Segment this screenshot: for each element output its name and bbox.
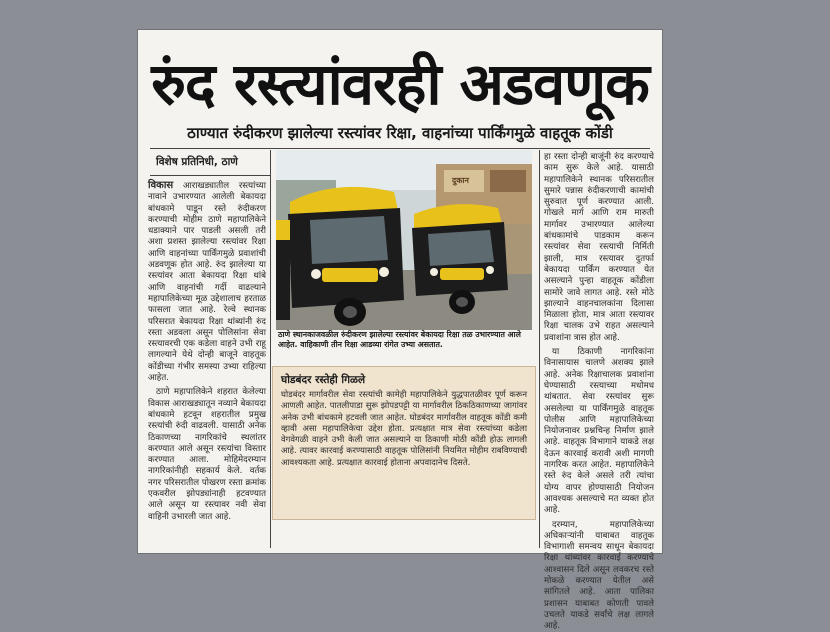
right-paragraph: दरम्यान, महापालिकेच्या अधिकाऱ्यांनी याबाबत वाहतूक विभागाशी समन्वय साधून बेकायदा रिक्षा थांब्यांवर कारवाई करण्याचे आश्वासन दिले असून लवकरच रस्ते मोकळे करण्यात येतील असे सांगितले आहे. आता पालिका प्रशासन याबाबत कोणती पावले उचलते याकडे सर्वांचे लक्ष लागले आहे. [544, 520, 654, 632]
left-column [148, 180, 266, 548]
lead-word: विकास [148, 180, 173, 191]
sidebar-box-body: घोडबंदर मार्गावरील सेवा रस्त्यांची कामेही महापालिकेने युद्धपातळीवर पूर्ण करून आणली आहेत. पातलीपाडा सुरू झोपडपट्टी या मार्गावरील ठिकठिकाणच्या जागांवर अनेक उभी बांधकामे हटवली जात आहेत. घोडबंदर मार्गावरील वाहतूक कोंडी कमी व्हावी असा महापालिकेचा उद्देश होता. प्रत्यक्षात मात्र सेवा रस्त्यांच्या कडेला वेगवेगळी वाहने उभी केली जात असल्याने या ठिकाणी मोठी कोंडी होऊ लागली आहे. त्यावर कारवाई करण्यासाठी वाहतूक पोलिसांनी नियमित मोहीम राबविण्याची आवश्यकता आहे. प्रत्यक्षात कारवाई होताना अपवादानेच दिसते. [281, 389, 527, 468]
byline: विशेष प्रतिनिधी, ठाणे [156, 155, 266, 169]
left-paragraph: आराखड्यातील रस्त्यांच्या नावाने उभारण्यात आलेली बेकायदा बांधकामे पाडून रस्ते रुंदीकरण करण्याची मोहीम ठाणे महापालिकेने धडाक्याने पार पाडली असली तरी अशा प्रशस्त झालेल्या रस्त्यांवर रिक्षा आणि वाहनांच्या पार्किंगमुळे प्रवाशांची अडवणूक होत आहे. रुंद झालेल्या या रस्त्यांवर आता बेकायदा रिक्षा थांबे आणि वाहनांची गर्दी वाढल्याने महापालिकेच्या मूळ उद्देशालाच हरताळ फासला जात आहे. रेल्वे स्थानक परिसरात बेकायदा रिक्षा थांब्यांनी रुंद रस्ता अडवला असून पोलिसांना सेवा रस्त्यावरची एक कडेला वाहने उभी राहू लागल्याने येथे दोन्ही बाजूने वाहतूक कोंडीच्या गंभीर समस्या उभ्या राहिल्या आहेत. [148, 181, 266, 383]
auto-rickshaw-photo [276, 150, 532, 330]
rule-top [150, 148, 650, 149]
right-column [544, 152, 654, 548]
shop-sign: दुकान [452, 175, 469, 186]
column-divider-left [270, 150, 271, 548]
newspaper-clipping [138, 30, 662, 553]
sidebar-box-title: घोडबंदर रस्तेही गिळले [281, 373, 365, 387]
subheadline: ठाण्यात रुंदीकरण झालेल्या रस्त्यांवर रिक्षा, वाहनांच्या पार्किंगमुळे वाहतूक कोंडी [138, 123, 662, 143]
photo-caption: ठाणे स्थानकाजवळील रुंदीकरण झालेल्या रस्त्यांवर बेकायदा रिक्षा तळ उभारण्यात आले आहेत. वाहिकाणी तीन रिक्षा आडव्या रांगेत उभ्या असतात. [278, 330, 530, 350]
sidebar-box [272, 366, 536, 520]
right-paragraph: हा रस्ता दोन्ही बाजूंनी रुंद करण्याचे काम सुरू केले आहे. यासाठी महापालिकेने स्थानक परिसरातील सुमारे पन्नास रुंदीकरणाची कामांची सुरुवात पूर्ण करण्यात आली. गोखले मार्ग आणि राम मारुती मार्गावर उभारण्यात आलेल्या बांधकामांचे पाडकाम करून रस्त्यांवर सेवा रस्त्याची निर्मिती झाली, मात्र रस्त्यावर दुतर्फा बेकायदा पार्किंग करण्यात येत असल्याने पुन्हा वाहतूक कोंडीला सामोरे जावे लागत आहे. रस्ते मोठे झाल्याने वाहनचालकांना दिलासा मिळाला होता, मात्र आता रस्त्यावर रिक्षा चालक उभे राहत असल्याने प्रवाशांना त्रास होत आहे. [544, 152, 654, 344]
left-paragraph: ठाणे महापालिकेने शहरात केलेल्या विकास आराखड्यातून नव्याने बेकायदा बांधकामे हटवून शहरातील प्रमुख रस्त्यांची रुंदी वाढवली. यासाठी अनेक ठिकाणच्या नागरिकांचे स्थलांतर करण्यात आले असून रस्त्यांचा विस्तार करण्यात आला. मोहिमेदरम्यान नागरिकांनीही सहकार्य केले. वर्तक नगर परिसरातील पोखरण रस्ता क्रमांक एकवरील झोपड्यांनाही हटवण्यात आले असून या रस्त्यावर नवी सेवा वाहिनी उभारली जात आहे. [148, 387, 266, 523]
column-divider-right [539, 150, 540, 548]
headline: रुंद रस्त्यांवरही अडवणूक [138, 32, 662, 130]
rule-byline [150, 175, 270, 176]
rickshaw-illustration [276, 150, 532, 330]
right-paragraph: या ठिकाणी नागरिकांना विनासायास चालणे अशक्य झाले आहे. अनेक रिक्षाचालक प्रवाशांना घेण्यासाठी रस्त्याच्या मधोमध थांबतात. सेवा रस्त्यांवर सुरू असलेल्या या पार्किंगमुळे वाहतूक पोलीस आणि महापालिकेच्या नियोजनावर प्रश्नचिन्ह निर्माण झाले आहे. वाहतूक विभागाने याकडे लक्ष देऊन कारवाई करावी अशी मागणी नागरिक करत आहेत. महापालिकेने रस्ते रुंद केले असले तरी त्यांचा योग्य वापर होण्यासाठी नियोजन आवश्यक असल्याचे मत व्यक्त होत आहे. [544, 347, 654, 516]
